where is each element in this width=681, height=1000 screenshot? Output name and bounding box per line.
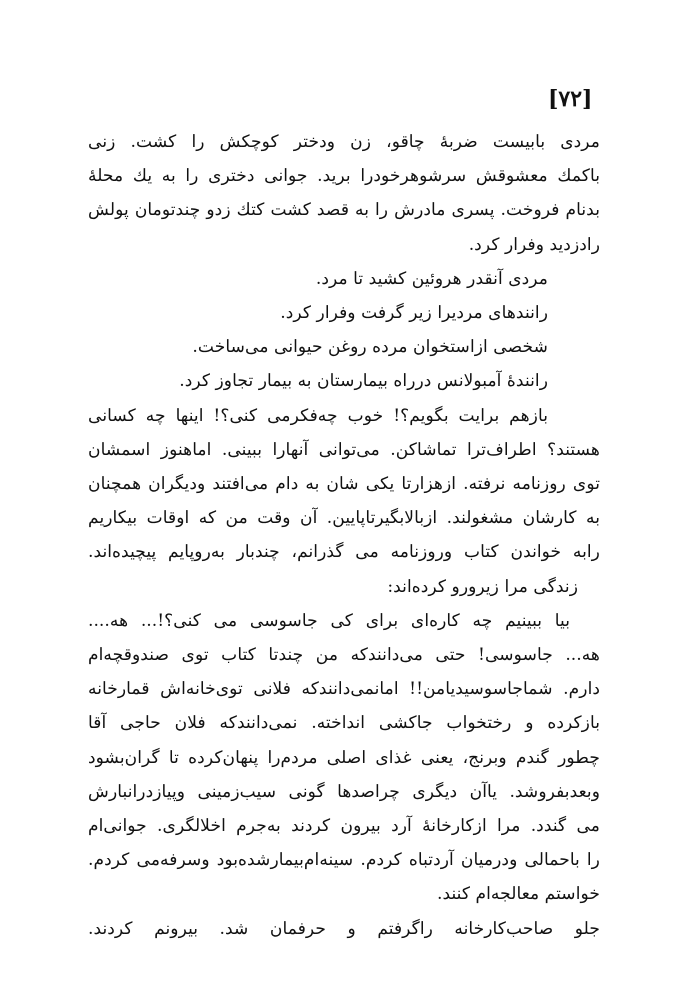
text-line: بیا ببینیم چه کاره‌ای برای کی جاسوسی می کنی؟!... هه.... xyxy=(88,610,570,631)
text-line: رادزدید وفرار کرد. xyxy=(468,234,600,255)
text-line: بدنام فروخت. پسری مادرش را به قصد کشت کتك زدو چندتومان پولش xyxy=(88,200,600,221)
text-line: را باحمالی ودرمیان آردتباه کردم. سینه‌ام‌بیمارشده‌بود وسرفه‌می کردم. xyxy=(88,850,600,871)
text-line: خواستم معالجه‌ام کنند. xyxy=(437,884,600,905)
body-text xyxy=(88,125,600,946)
text-line: مردی بابیست ضربهٔ چاقو، زن ودختر کوچکش را کشت. زنی xyxy=(88,132,600,152)
text-line: هستند؟ اطراف‌ترا تماشاکن. می‌توانی آنهارا ببینی. اماهنوز اسمشان xyxy=(88,439,600,460)
text-line: بازهم برایت بگویم؟! خوب چه‌فکرمی کنی؟! اینها چه کسانی xyxy=(88,405,548,426)
text-line: چطور گندم وبرنج، یعنی غذای اصلی مردم‌را پنهان‌کرده تا گران‌بشود xyxy=(88,747,600,768)
text-line: بازکرده و رختخواب جاکشی انداخته. نمی‌دانندکه فلان حاجی آقا xyxy=(88,713,600,734)
text-line: باکمك معشوقش سرشوهرخودرا برید. جوانی دختری را به یك محلهٔ xyxy=(88,166,600,187)
text-line: رابه خواندن کتاب وروزنامه می گذرانم، چندبار به‌رو‌پایم پیچیده‌اند. xyxy=(88,542,600,563)
text-line: توی روزنامه نرفته. ازهزارتا یکی شان به دام می‌افتند ودیگران همچنان xyxy=(88,474,600,495)
text-line: رانندهٔ آمبولانس درراه بیمارستان به بیمار تجاوز کرد. xyxy=(179,371,548,392)
text-line: هه... جاسوسی! حتی می‌دانندکه من چندتا کتاب توی صندوقچه‌ام xyxy=(88,645,600,666)
text-line: شخصی ازاستخوان مرده روغن حیوانی می‌ساخت. xyxy=(192,337,548,358)
page-number: [۷۲] xyxy=(548,86,593,112)
text-line: رانندهای مردیرا زیر گرفت وفرار کرد. xyxy=(280,303,548,324)
text-line: وبعدبفروشد. یاآن دیگری چراصدها گونی سیب‌زمینی وپیازدرانبارش xyxy=(88,781,600,802)
text-line: به کارشان مشغولند. ازبالابگیرتاپایین. آن وقت من که اوقات بیکاریم xyxy=(88,508,600,529)
text-line: دارم. شماجاسوسیدیامن!! امانمی‌دانندکه فلانی توی‌خانه‌اش قمارخانه xyxy=(88,679,600,700)
text-line: می گندد. مرا ازکارخانهٔ آرد بیرون کردند به‌جرم اخلالگری. جوانی‌ام xyxy=(88,816,600,837)
text-line: زندگی مرا زیرورو کرده‌اند: xyxy=(387,576,578,597)
text-line: جلو صاحب‌کارخانه راگرفتم و حرفمان شد. بیرونم کردند. xyxy=(88,918,600,939)
text-line: مردی آنقدر هروئین کشید تا مرد. xyxy=(315,268,548,289)
